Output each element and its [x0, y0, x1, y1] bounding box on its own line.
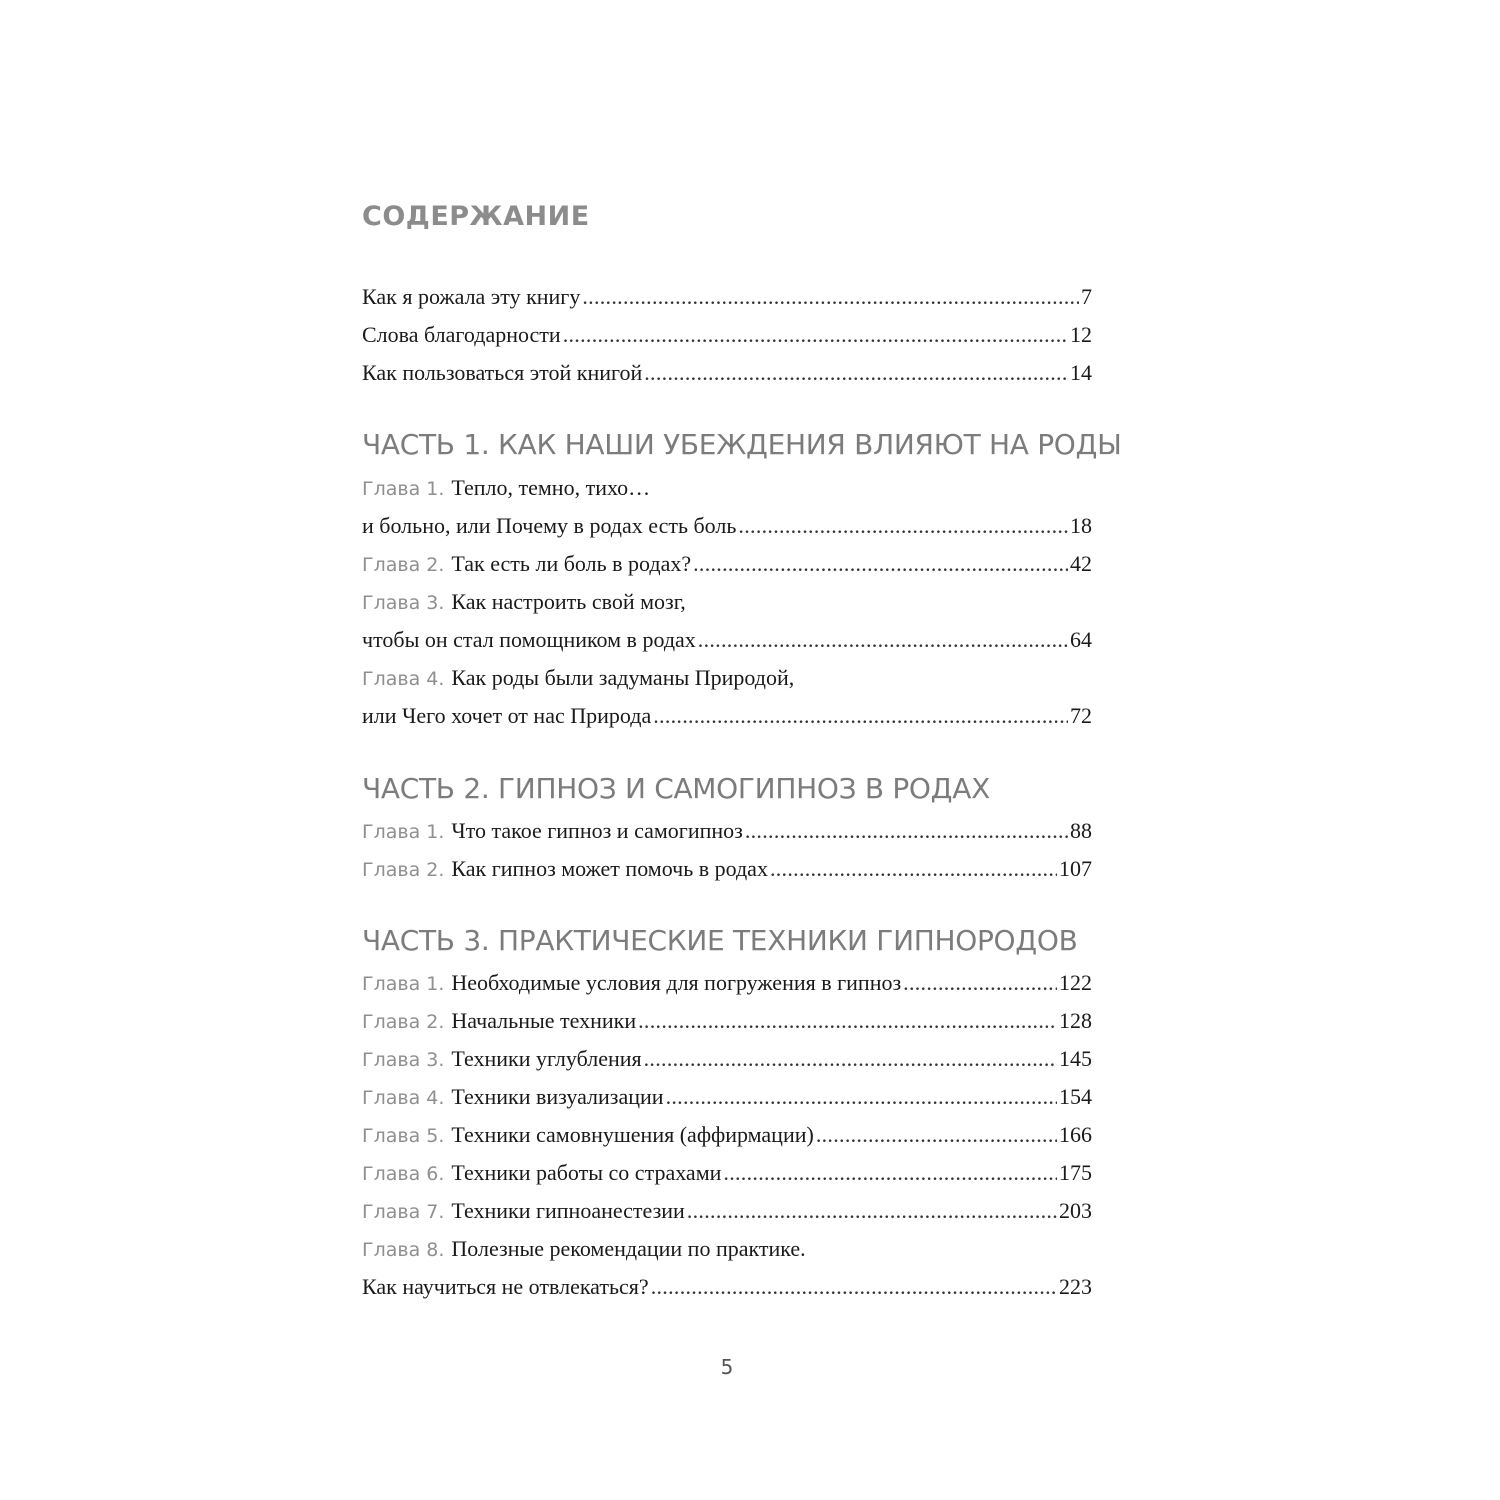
page-number: 18	[1070, 513, 1092, 538]
entry-title: Как гипноз может помочь в родах	[451, 856, 768, 881]
entry-title: Полезные рекомендации по практике.	[451, 1236, 806, 1261]
entry-title: Техники гипноанестезии	[451, 1198, 685, 1223]
dot-leader	[687, 1192, 1057, 1230]
entry-title: Техники самовнушения (аффирмации)	[451, 1122, 814, 1147]
page-number: 223	[1059, 1274, 1092, 1299]
dot-leader	[770, 850, 1057, 888]
page-number: 7	[1081, 284, 1092, 309]
toc-entry[interactable]	[362, 1002, 1092, 1040]
chapter-label: Глава 3.	[362, 1049, 445, 1071]
chapter-label: Глава 8.	[362, 1239, 445, 1261]
chapter-label: Глава 1.	[362, 478, 445, 500]
dot-leader	[644, 354, 1068, 392]
page-number: 72	[1070, 703, 1092, 728]
toc-entry[interactable]	[362, 812, 1092, 850]
dot-leader	[651, 1268, 1057, 1306]
dot-leader	[816, 1116, 1057, 1154]
entry-title: чтобы он стал помощником в родах	[362, 627, 696, 652]
page-folio: 5	[720, 1355, 734, 1379]
page-number: 64	[1070, 627, 1092, 652]
dot-leader	[653, 697, 1068, 735]
entry-title: Что такое гипноз и самогипноз	[451, 818, 743, 843]
entry-title: Как роды были задуманы Природой,	[451, 665, 795, 690]
chapter-label: Глава 1.	[362, 821, 445, 843]
page-number: 145	[1059, 1046, 1092, 1071]
page-number: 14	[1070, 360, 1092, 385]
page-number: 42	[1070, 551, 1092, 576]
entry-title: Так есть ли боль в родах?	[451, 551, 692, 576]
page-number: 107	[1059, 856, 1092, 881]
entry-title: Начальные техники	[451, 1008, 637, 1033]
page-number: 203	[1059, 1198, 1092, 1223]
entry-title: Как я рожала эту книгу	[362, 284, 581, 309]
toc-entry[interactable]	[362, 1192, 1092, 1230]
toc-entry-line1[interactable]	[362, 1230, 1092, 1268]
toc-entry[interactable]	[362, 964, 1092, 1002]
toc-entry-line2[interactable]	[362, 621, 1092, 659]
chapter-label: Глава 4.	[362, 668, 445, 690]
dot-leader	[693, 545, 1068, 583]
part-heading: ЧАСТЬ 1. КАК НАШИ УБЕЖДЕНИЯ ВЛИЯЮТ НА РОДЫ	[362, 428, 1122, 461]
entry-title: Слова благодарности	[362, 322, 561, 347]
dot-leader	[666, 1078, 1057, 1116]
page-number: 154	[1059, 1084, 1092, 1109]
entry-title: Техники работы со страхами	[451, 1160, 722, 1185]
toc-entry-line2[interactable]	[362, 1268, 1092, 1306]
entry-title: и больно, или Почему в родах есть боль	[362, 513, 737, 538]
entry-title: Как пользоваться этой книгой	[362, 360, 643, 385]
chapter-label: Глава 5.	[362, 1125, 445, 1147]
chapter-label: Глава 1.	[362, 973, 445, 995]
page-number: 122	[1059, 970, 1092, 995]
dot-leader	[745, 812, 1068, 850]
dot-leader	[582, 278, 1079, 316]
toc-entry[interactable]	[362, 850, 1092, 888]
entry-title: Техники углубления	[451, 1046, 642, 1071]
dot-leader	[563, 316, 1068, 354]
dot-leader	[738, 507, 1068, 545]
toc-entry[interactable]	[362, 354, 1092, 392]
toc-title: СОДЕРЖАНИЕ	[362, 201, 590, 232]
dot-leader	[903, 964, 1057, 1002]
chapter-label: Глава 2.	[362, 859, 445, 881]
chapter-label: Глава 4.	[362, 1087, 445, 1109]
entry-title: Тепло, темно, тихо…	[451, 475, 651, 500]
toc-page	[362, 0, 1122, 1500]
page-number: 128	[1059, 1008, 1092, 1033]
toc-entry[interactable]	[362, 278, 1092, 316]
chapter-label: Глава 2.	[362, 554, 445, 576]
chapter-label: Глава 3.	[362, 592, 445, 614]
part-heading: ЧАСТЬ 2. ГИПНОЗ И САМОГИПНОЗ В РОДАХ	[362, 772, 990, 805]
toc-entry[interactable]	[362, 316, 1092, 354]
dot-leader	[638, 1002, 1057, 1040]
entry-title: Техники визуализации	[451, 1084, 664, 1109]
toc-entry[interactable]	[362, 1040, 1092, 1078]
toc-entry[interactable]	[362, 1154, 1092, 1192]
dot-leader	[723, 1154, 1057, 1192]
toc-entry-line1[interactable]	[362, 659, 1092, 697]
chapter-label: Глава 7.	[362, 1201, 445, 1223]
entry-title: Как научиться не отвлекаться?	[362, 1274, 649, 1299]
toc-entry[interactable]	[362, 545, 1092, 583]
entry-title: Как настроить свой мозг,	[451, 589, 686, 614]
toc-entry[interactable]	[362, 1116, 1092, 1154]
toc-entry-line2[interactable]	[362, 697, 1092, 735]
part-heading: ЧАСТЬ 3. ПРАКТИЧЕСКИЕ ТЕХНИКИ ГИПНОРОДОВ	[362, 924, 1078, 957]
page-number: 88	[1070, 818, 1092, 843]
dot-leader	[698, 621, 1068, 659]
page-number: 12	[1070, 322, 1092, 347]
toc-entry[interactable]	[362, 1078, 1092, 1116]
dot-leader	[644, 1040, 1057, 1078]
chapter-label: Глава 2.	[362, 1011, 445, 1033]
entry-title: Необходимые условия для погружения в гипноз	[451, 970, 902, 995]
page-number: 175	[1059, 1160, 1092, 1185]
toc-entry-line2[interactable]	[362, 507, 1092, 545]
page-number: 166	[1059, 1122, 1092, 1147]
chapter-label: Глава 6.	[362, 1163, 445, 1185]
toc-entry-line1[interactable]	[362, 583, 1092, 621]
entry-title: или Чего хочет от нас Природа	[362, 703, 652, 728]
toc-entry-line1[interactable]	[362, 469, 1092, 507]
